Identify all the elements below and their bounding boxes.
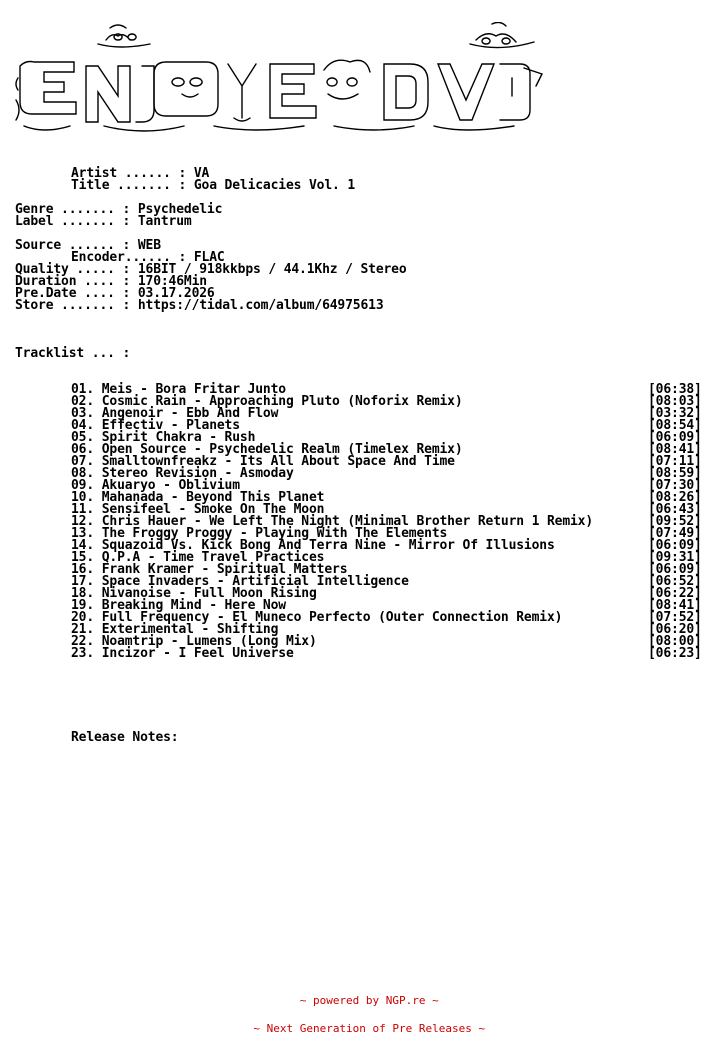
track-duration: [07:30]	[648, 478, 702, 493]
track-duration: [08:03]	[648, 394, 702, 409]
encoder-value: FLAC	[193, 250, 225, 265]
track-duration: [06:23]	[648, 646, 702, 661]
track-duration: [08:41]	[648, 442, 702, 457]
track-number: 10.	[71, 490, 95, 505]
source-value: WEB	[137, 238, 161, 253]
track-number: 19.	[71, 598, 95, 613]
genre-label: Genre ....... :	[15, 202, 131, 217]
track-number: 20.	[71, 610, 95, 625]
store-row	[15, 300, 384, 312]
label-label: Label ....... :	[15, 214, 131, 229]
track-duration: [09:52]	[648, 514, 702, 529]
release-notes-heading: Release Notes:	[71, 730, 179, 745]
track-number: 15.	[71, 550, 95, 565]
label-value: Tantrum	[137, 214, 192, 229]
track-title: Noamtrip - Lumens (Long Mix)	[101, 634, 317, 649]
track-number: 11.	[71, 502, 95, 517]
track-title: Incizor - I Feel Universe	[101, 646, 294, 661]
track-title: Q.P.A - Time Travel Practices	[101, 550, 325, 565]
encoder-label: Encoder...... :	[71, 250, 187, 265]
track-duration: [06:38]	[648, 382, 702, 397]
track-title: Frank Kramer - Spiritual Matters	[101, 562, 348, 577]
track-number: 22.	[71, 634, 95, 649]
track-number: 04.	[71, 418, 95, 433]
title-label: Title ....... :	[71, 178, 187, 193]
track-duration: [06:09]	[648, 538, 702, 553]
track-title: Open Source - Psychedelic Realm (Timelex Remix)	[101, 442, 463, 457]
track-duration: [08:26]	[648, 490, 702, 505]
track-number: 09.	[71, 478, 95, 493]
track-duration: [08:54]	[648, 418, 702, 433]
source-label: Source ...... :	[15, 238, 131, 253]
track-number: 08.	[71, 466, 95, 481]
footer-tagline: ~ Next Generation of Pre Releases ~	[253, 1022, 486, 1035]
track-duration: [06:09]	[648, 430, 702, 445]
track-number: 17.	[71, 574, 95, 589]
track-number: 13.	[71, 526, 95, 541]
title-value: Goa Delicacies Vol. 1	[193, 178, 356, 193]
track-number: 23.	[71, 646, 95, 661]
track-duration: [07:52]	[648, 610, 702, 625]
track-duration: [06:22]	[648, 586, 702, 601]
track-number: 01.	[71, 382, 95, 397]
track-number: 16.	[71, 562, 95, 577]
track-duration: [08:59]	[648, 466, 702, 481]
track-title: Meis - Bora Fritar Junto	[101, 382, 286, 397]
track-duration: [07:49]	[648, 526, 702, 541]
track-number: 03.	[71, 406, 95, 421]
track-row	[71, 646, 702, 661]
track-number: 12.	[71, 514, 95, 529]
track-duration: [09:31]	[648, 550, 702, 565]
duration-label: Duration .... :	[15, 274, 131, 289]
genre-value: Psychedelic	[137, 202, 223, 217]
quality-label: Quality ..... :	[15, 262, 131, 277]
track-title: The Froggy Proggy - Playing With The Elements	[101, 526, 448, 541]
track-duration: [06:43]	[648, 502, 702, 517]
track-duration: [07:11]	[648, 454, 702, 469]
track-title: Squazoid Vs. Kick Bong And Terra Nine - Mirror Of Illusions	[101, 538, 555, 553]
track-title: Spirit Chakra - Rush	[101, 430, 256, 445]
track-title: Angenoir - Ebb And Flow	[101, 406, 279, 421]
duration-value: 170:46Min	[137, 274, 207, 289]
track-title: Space Invaders - Artificial Intelligence	[101, 574, 409, 589]
store-link[interactable]: https://tidal.com/album/64975613	[137, 298, 384, 313]
track-duration: [08:41]	[648, 598, 702, 613]
predate-label: Pre.Date .... :	[15, 286, 131, 301]
track-number: 21.	[71, 622, 95, 637]
track-title: Smalltownfreakz - Its All About Space And Time	[101, 454, 455, 469]
footer-powered-by[interactable]: ~ powered by NGP.re ~	[299, 994, 439, 1007]
track-number: 05.	[71, 430, 95, 445]
track-title: Breaking Mind - Here Now	[101, 598, 286, 613]
tracklist-heading: Tracklist ... :	[15, 346, 131, 361]
artist-value: VA	[193, 166, 210, 181]
track-duration: [06:52]	[648, 574, 702, 589]
track-duration: [06:09]	[648, 562, 702, 577]
track-number: 02.	[71, 394, 95, 409]
track-title: Nivanoise - Full Moon Rising	[101, 586, 317, 601]
predate-value: 03.17.2026	[137, 286, 215, 301]
label-row	[15, 216, 192, 228]
track-duration: [08:00]	[648, 634, 702, 649]
track-title: Chris Hauer - We Left The Night (Minimal Brother Return 1 Remix)	[101, 514, 594, 529]
track-title: Exterimental - Shifting	[101, 622, 279, 637]
track-duration: [03:32]	[648, 406, 702, 421]
track-number: 18.	[71, 586, 95, 601]
track-title: Akuaryo - Oblivium	[101, 478, 240, 493]
track-number: 14.	[71, 538, 95, 553]
store-label: Store ....... :	[15, 298, 131, 313]
track-title: Effectiv - Planets	[101, 418, 240, 433]
track-title: Stereo Revision - Asmoday	[101, 466, 294, 481]
artist-label: Artist ...... :	[71, 166, 187, 181]
track-title: Full Frequency - El Muneco Perfecto (Outer Connection Remix)	[101, 610, 563, 625]
footer	[0, 980, 712, 1050]
track-title: Sensifeel - Smoke On The Moon	[101, 502, 325, 517]
track-number: 06.	[71, 442, 95, 457]
track-title: Mahanada - Beyond This Planet	[101, 490, 325, 505]
track-duration: [06:20]	[648, 622, 702, 637]
track-number: 07.	[71, 454, 95, 469]
ascii-art-banner	[14, 22, 550, 134]
title-row	[71, 180, 355, 192]
quality-value: 16BIT / 918kkbps / 44.1Khz / Stereo	[137, 262, 407, 277]
track-title: Cosmic Rain - Approaching Pluto (Noforix Remix)	[101, 394, 463, 409]
